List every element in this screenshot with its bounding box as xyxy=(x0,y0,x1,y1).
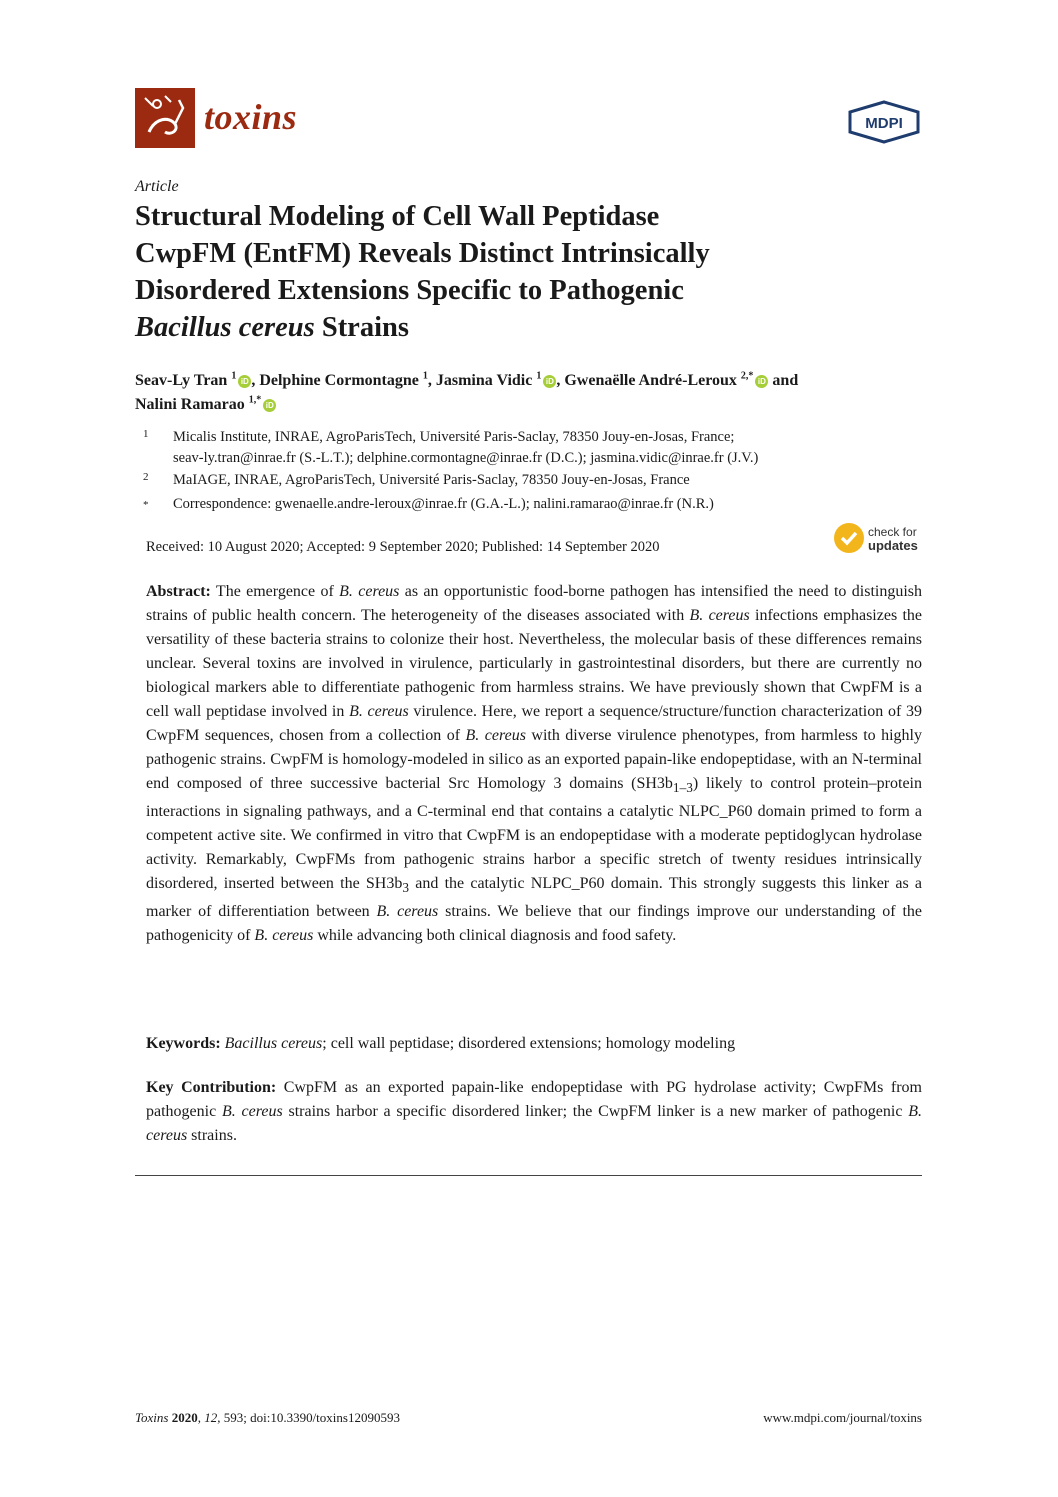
affiliation-emails: seav-ly.tran@inrae.fr (S.-L.T.); delphine.cormontagne@inrae.fr (D.C.); jasmina.vidic@inrae.fr (J.V.) xyxy=(173,450,759,466)
check-updates-label-2: updates xyxy=(868,538,918,553)
check-updates-label-1: check for xyxy=(868,525,917,539)
publication-dates: Received: 10 August 2020; Accepted: 9 September 2020; Published: 14 September 2020 xyxy=(146,539,660,555)
abstract-text: ) likely to control protein–protein interactions in signaling pathways, and a C-terminal end that contains a catalytic NLPC_P60 domain primed to form a competent active site. We confirmed in vitro that CwpFM is an endopeptidase with a moderate peptidoglycan hydrolase activity. Remarkably, CwpFMs from pathogenic strains harbor a specific stretch of twenty residues intrinsically disordered, inserted between the SH3b xyxy=(146,775,922,893)
title-line-3: Disordered Extensions Specific to Pathogenic xyxy=(135,275,684,306)
citation-footer: Toxins 2020, 12, 593; doi:10.3390/toxins12090593 xyxy=(135,1410,400,1425)
footer-journal: Toxins xyxy=(135,1410,169,1425)
keywords xyxy=(146,1032,922,1056)
journal-url-link[interactable]: www.mdpi.com/journal/toxins xyxy=(763,1410,922,1425)
abstract-text: while advancing both clinical diagnosis and food safety. xyxy=(313,927,677,945)
affiliation-mark: 2 xyxy=(143,471,149,483)
abstract-text: The emergence of xyxy=(210,583,340,600)
species-name: B. cereus xyxy=(146,1103,922,1144)
species-name: B. cereus xyxy=(254,927,314,945)
author-affiliation-mark: 1 xyxy=(231,370,237,382)
species-name: B. cereus xyxy=(339,583,400,600)
affiliation-text: Micalis Institute, INRAE, AgroParisTech, Université Paris-Saclay, 78350 Jouy-en-Josas, France; xyxy=(173,429,735,445)
key-contribution xyxy=(146,1076,922,1148)
journal-logo-icon xyxy=(135,88,195,148)
key-contribution-text: strains. xyxy=(187,1127,237,1144)
title-line-4 xyxy=(135,309,935,346)
species-name: B. cereus xyxy=(465,727,526,744)
orcid-icon[interactable]: iD xyxy=(263,399,276,412)
abstract-label: Abstract: xyxy=(146,583,211,600)
correspondence-mark: * xyxy=(143,499,149,511)
author-list: Seav-Ly Tran $^1$ iD , Delphine Cormontagne $^1$, Jasmina Vidic $^1$ iD , Gwenaëlle André-Leroux $^{2,*}$ iD and Nalini Ramarao $^{1,*}$ iD xyxy=(135,370,799,413)
subscript: 3 xyxy=(402,880,410,896)
footer-year: 2020 xyxy=(171,1410,198,1425)
author-name: Gwenaëlle André-Leroux xyxy=(564,372,737,389)
correspondence-text: Correspondence: gwenaelle.andre-leroux@inrae.fr (G.A.-L.); nalini.ramarao@inrae.fr (N.R.) xyxy=(173,496,714,512)
footer-doi: , 593; doi:10.3390/toxins12090593 xyxy=(217,1410,400,1425)
keywords-label: Keywords: xyxy=(146,1035,221,1052)
keywords-text: ; cell wall peptidase; disordered extensions; homology modeling xyxy=(322,1035,736,1052)
orcid-icon[interactable]: iD xyxy=(543,375,556,388)
abstract-text: infections emphasizes the versatility of these bacteria strains to colonize their host. Nevertheless, the molecular basis of these differences remains unclear. Several toxins are involved in virulence, particularly in gastrointestinal disorders, but there are currently no biological markers able to differentiate pathogenic from harmless strains. We have previously shown that CwpFM is a cell wall peptidase involved in xyxy=(146,607,923,720)
footer-volume: 12 xyxy=(204,1410,218,1425)
author-affiliation-mark: 2,* xyxy=(740,370,754,382)
orcid-icon[interactable]: iD xyxy=(755,375,768,388)
abstract-text: as an opportunistic food-borne pathogen has intensified the need to distinguish strains of public health concern. The heterogeneity of the diseases associated with xyxy=(146,583,922,624)
affiliation-mark: 1 xyxy=(143,428,149,440)
title-line-4-rest: Strains xyxy=(314,312,409,343)
author-affiliation-mark: 1 xyxy=(536,370,542,382)
orcid-icon[interactable]: iD xyxy=(238,375,251,388)
author-name: Seav-Ly Tran xyxy=(135,372,228,389)
paper-title xyxy=(135,198,935,346)
species-name: B. cereus xyxy=(349,703,409,720)
title-species: Bacillus cereus xyxy=(135,312,315,343)
key-contribution-label: Key Contribution: xyxy=(146,1079,277,1096)
affiliation-text: MaIAGE, INRAE, AgroParisTech, Université Paris-Saclay, 78350 Jouy-en-Josas, France xyxy=(173,472,690,488)
author-name: Delphine Cormontagne xyxy=(259,372,419,389)
species-name: B. cereus xyxy=(689,607,750,624)
author-affiliation-mark: 1,* xyxy=(248,394,262,406)
species-name: B. cereus xyxy=(376,903,439,921)
species-name: B. cereus xyxy=(221,1103,283,1120)
mdpi-logo-icon xyxy=(846,100,922,144)
section-divider xyxy=(135,1175,922,1176)
keyword-species: Bacillus cereus xyxy=(224,1035,323,1052)
check-for-updates-button[interactable] xyxy=(834,521,924,557)
check-updates-icon xyxy=(834,523,864,553)
abstract xyxy=(146,580,922,948)
key-contribution-text: strains harbor a specific disordered linker; the CwpFM linker is a new marker of pathogenic xyxy=(282,1103,909,1120)
author-affiliation-mark: 1 xyxy=(422,370,428,382)
abstract-text: with diverse virulence phenotypes, from harmless to highly pathogenic strains. CwpFM is homology-modeled in silico as an exported papain-like endopeptidase, with an N-terminal end composed of three successive bacterial Src Homology 3 domains (SH3b xyxy=(146,727,922,792)
publisher-logo-text: MDPI xyxy=(865,115,903,132)
subscript: 1–3 xyxy=(672,780,693,796)
key-contribution-text: CwpFM as an exported papain-like endopeptidase with PG hydrolase activity; CwpFMs from pathogenic xyxy=(146,1079,922,1120)
title-line-1: Structural Modeling of Cell Wall Peptidase xyxy=(135,201,660,232)
abstract-text: strains. We believe that our findings improve our understanding of the pathogenicity of xyxy=(146,903,922,945)
article-type: Article xyxy=(135,178,179,195)
author-name: Jasmina Vidic xyxy=(435,372,533,389)
title-line-2: CwpFM (EntFM) Reveals Distinct Intrinsically xyxy=(135,238,710,269)
journal-name: toxins xyxy=(204,97,298,137)
abstract-text: and the catalytic NLPC_P60 domain. This strongly suggests this linker as a marker of differentiation between xyxy=(146,875,923,921)
authors-connector: and xyxy=(772,372,799,389)
abstract-text: virulence. Here, we report a sequence/structure/function characterization of 39 CwpFM sequences, chosen from a collection of xyxy=(146,703,922,744)
author-name: Nalini Ramarao xyxy=(135,395,245,413)
